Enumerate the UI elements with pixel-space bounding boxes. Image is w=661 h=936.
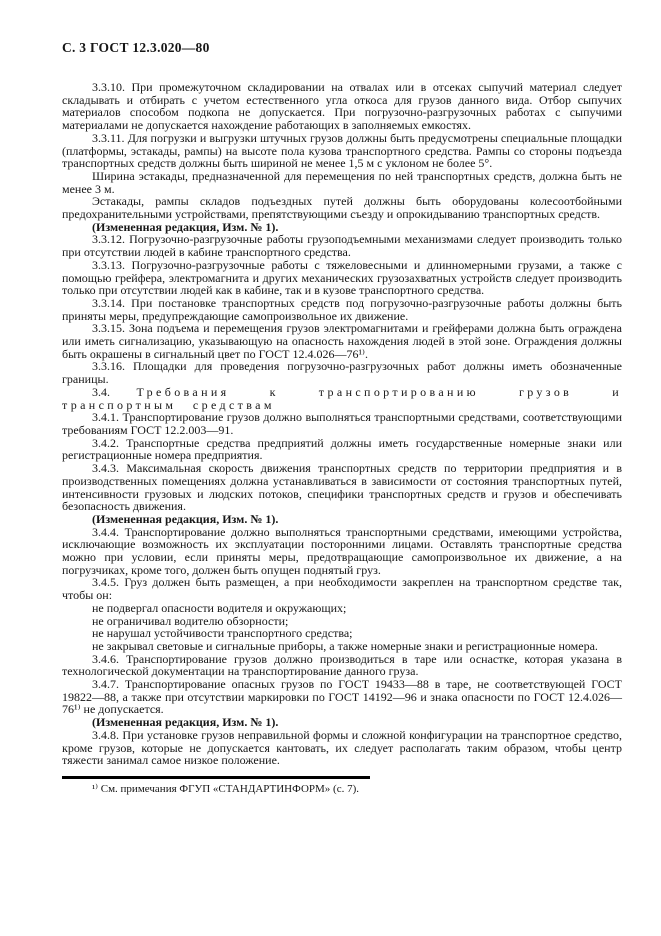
paragraph: 3.3.12. Погрузочно-разгрузочные работы грузоподъемными механизмами следует производить только при отсутствии людей в кабине транспортного средства. xyxy=(62,232,622,260)
document-body xyxy=(62,81,622,767)
footnote-divider xyxy=(62,776,370,779)
amendment-note: (Измененная редакция, Изм. № 1). xyxy=(92,219,279,234)
paragraph: 3.3.10. При промежуточном складировании на отвалах или в отсеках сыпучий материал следует складывать и отбирать с учетом естественного угла откоса для грузов данного вида. Отбор сыпучих материалов способом подкопа не допускается. При погрузочно-разгрузочных работах с сыпучими материалами не допускается нахождение работающих в заполняемых емкостях. xyxy=(62,80,622,133)
amendment-note: (Измененная редакция, Изм. № 1). xyxy=(92,715,279,730)
footnote-text: ¹⁾ См. примечания ФГУП «СТАНДАРТИНФОРМ» (с. 7). xyxy=(92,782,359,795)
paragraph: 3.4.2. Транспортные средства предприятий должны иметь государственные номерные знаки или регистрационные номера предприятия. xyxy=(62,435,622,463)
paragraph: Ширина эстакады, предназначенной для перемещения по ней транспортных средств, должна быть не менее 3 м. xyxy=(62,168,622,196)
paragraph: 3.4.8. При установке грузов неправильной формы и сложной конфигурации на транспортное средство, кроме грузов, которые не допускается кантовать, их следует располагать таким образом, чтобы центр тяжести занимал самое низкое положение. xyxy=(62,727,622,768)
paragraph: 3.3.14. При постановке транспортных средств под погрузочно-разгрузочные работы должны быть приняты меры, предупреждающие самопроизвольное их движение. xyxy=(62,295,622,323)
paragraph: не нарушал устойчивости транспортного средства; xyxy=(92,626,353,641)
section-heading xyxy=(62,386,622,411)
amendment-note: (Измененная редакция, Изм. № 1). xyxy=(92,511,279,526)
paragraph: 3.4.1. Транспортирование грузов должно выполняться транспортными средствами, соответствующими требованиям ГОСТ 12.2.003—91. xyxy=(62,410,622,437)
paragraph: 3.4.3. Максимальная скорость движения транспортных средств по территории предприятия и в производственных помещениях должна устанавливаться в зависимости от состояния транспортных путей, интенсивности грузовых и людских потоков, специфики транспортных средств и грузов и обеспечивать безопасность движения. xyxy=(62,461,622,514)
paragraph: 3.4.7. Транспортирование опасных грузов по ГОСТ 19433—88 в таре, не соответствующей ГОСТ 19822—88, а также при отсутствии маркировки по ГОСТ 14192—96 и знака опасности по ГОСТ 12.4.026—76¹⁾ не допускается. xyxy=(62,677,622,717)
paragraph: 3.3.16. Площадки для проведения погрузочно-разгрузочных работ должны иметь обозначенные границы. xyxy=(62,359,622,387)
paragraph: не закрывал световые и сигнальные приборы, а также номерные знаки и регистрационные номера. xyxy=(92,638,598,653)
paragraph: 3.3.13. Погрузочно-разгрузочные работы с тяжеловесными и длинномерными грузами, а также с помощью грейфера, электромагнита и других механических грузозахватных устройств следует производить только при отсутствии людей как в кабине, так и в кузове транспортного средства. xyxy=(62,257,622,298)
page-header: С. 3 ГОСТ 12.3.020—80 xyxy=(62,40,210,55)
paragraph: не ограничивал водителю обзорности; xyxy=(92,613,289,628)
paragraph: 3.4.6. Транспортирование грузов должно производиться в таре или оснастке, которая указана в технологической документации на транспортирование данного груза. xyxy=(62,651,622,679)
section-number: 3.4. xyxy=(92,384,110,399)
paragraph: Эстакады, рампы складов подъездных путей должны быть оборудованы колесоотбойными предохранительными устройствами, препятствующими съезду и опрокидыванию транспортных средств. xyxy=(62,194,622,222)
paragraph: не подвергал опасности водителя и окружающих; xyxy=(92,600,347,615)
paragraph: 3.4.5. Груз должен быть размещен, а при необходимости закреплен на транспортном средстве так, чтобы он: xyxy=(62,575,622,603)
paragraph: 3.3.15. Зона подъема и перемещения грузов электромагнитами и грейферами должна быть ограждена или иметь сигнализацию, указывающую на опасность нахождения людей в этой зоне. Ограждения должны быть окрашены в сигнальный цвет по ГОСТ 12.4.026—76¹⁾. xyxy=(62,321,622,361)
paragraph: 3.3.11. Для погрузки и выгрузки штучных грузов должны быть предусмотрены специальные площадки (платформы, эстакады, рампы) на высоте пола кузова транспортного средства. Рампы со стороны подъезда транспортных средств должны быть шириной не менее 1,5 м с уклоном не более 5°. xyxy=(62,130,622,171)
section-title: Требования к транспортированию грузов и транспортным средствам xyxy=(62,384,622,412)
paragraph: 3.4.4. Транспортирование должно выполняться транспортными средствами, имеющими устройства, исключающие возможность их эксплуатации посторонними лицами. Оставлять транспортные средства можно при условии, если приняты меры, предотвращающие самопроизвольное их движение, а на погрузчиках, кроме того, должен быть опущен поднятый груз. xyxy=(62,524,622,577)
